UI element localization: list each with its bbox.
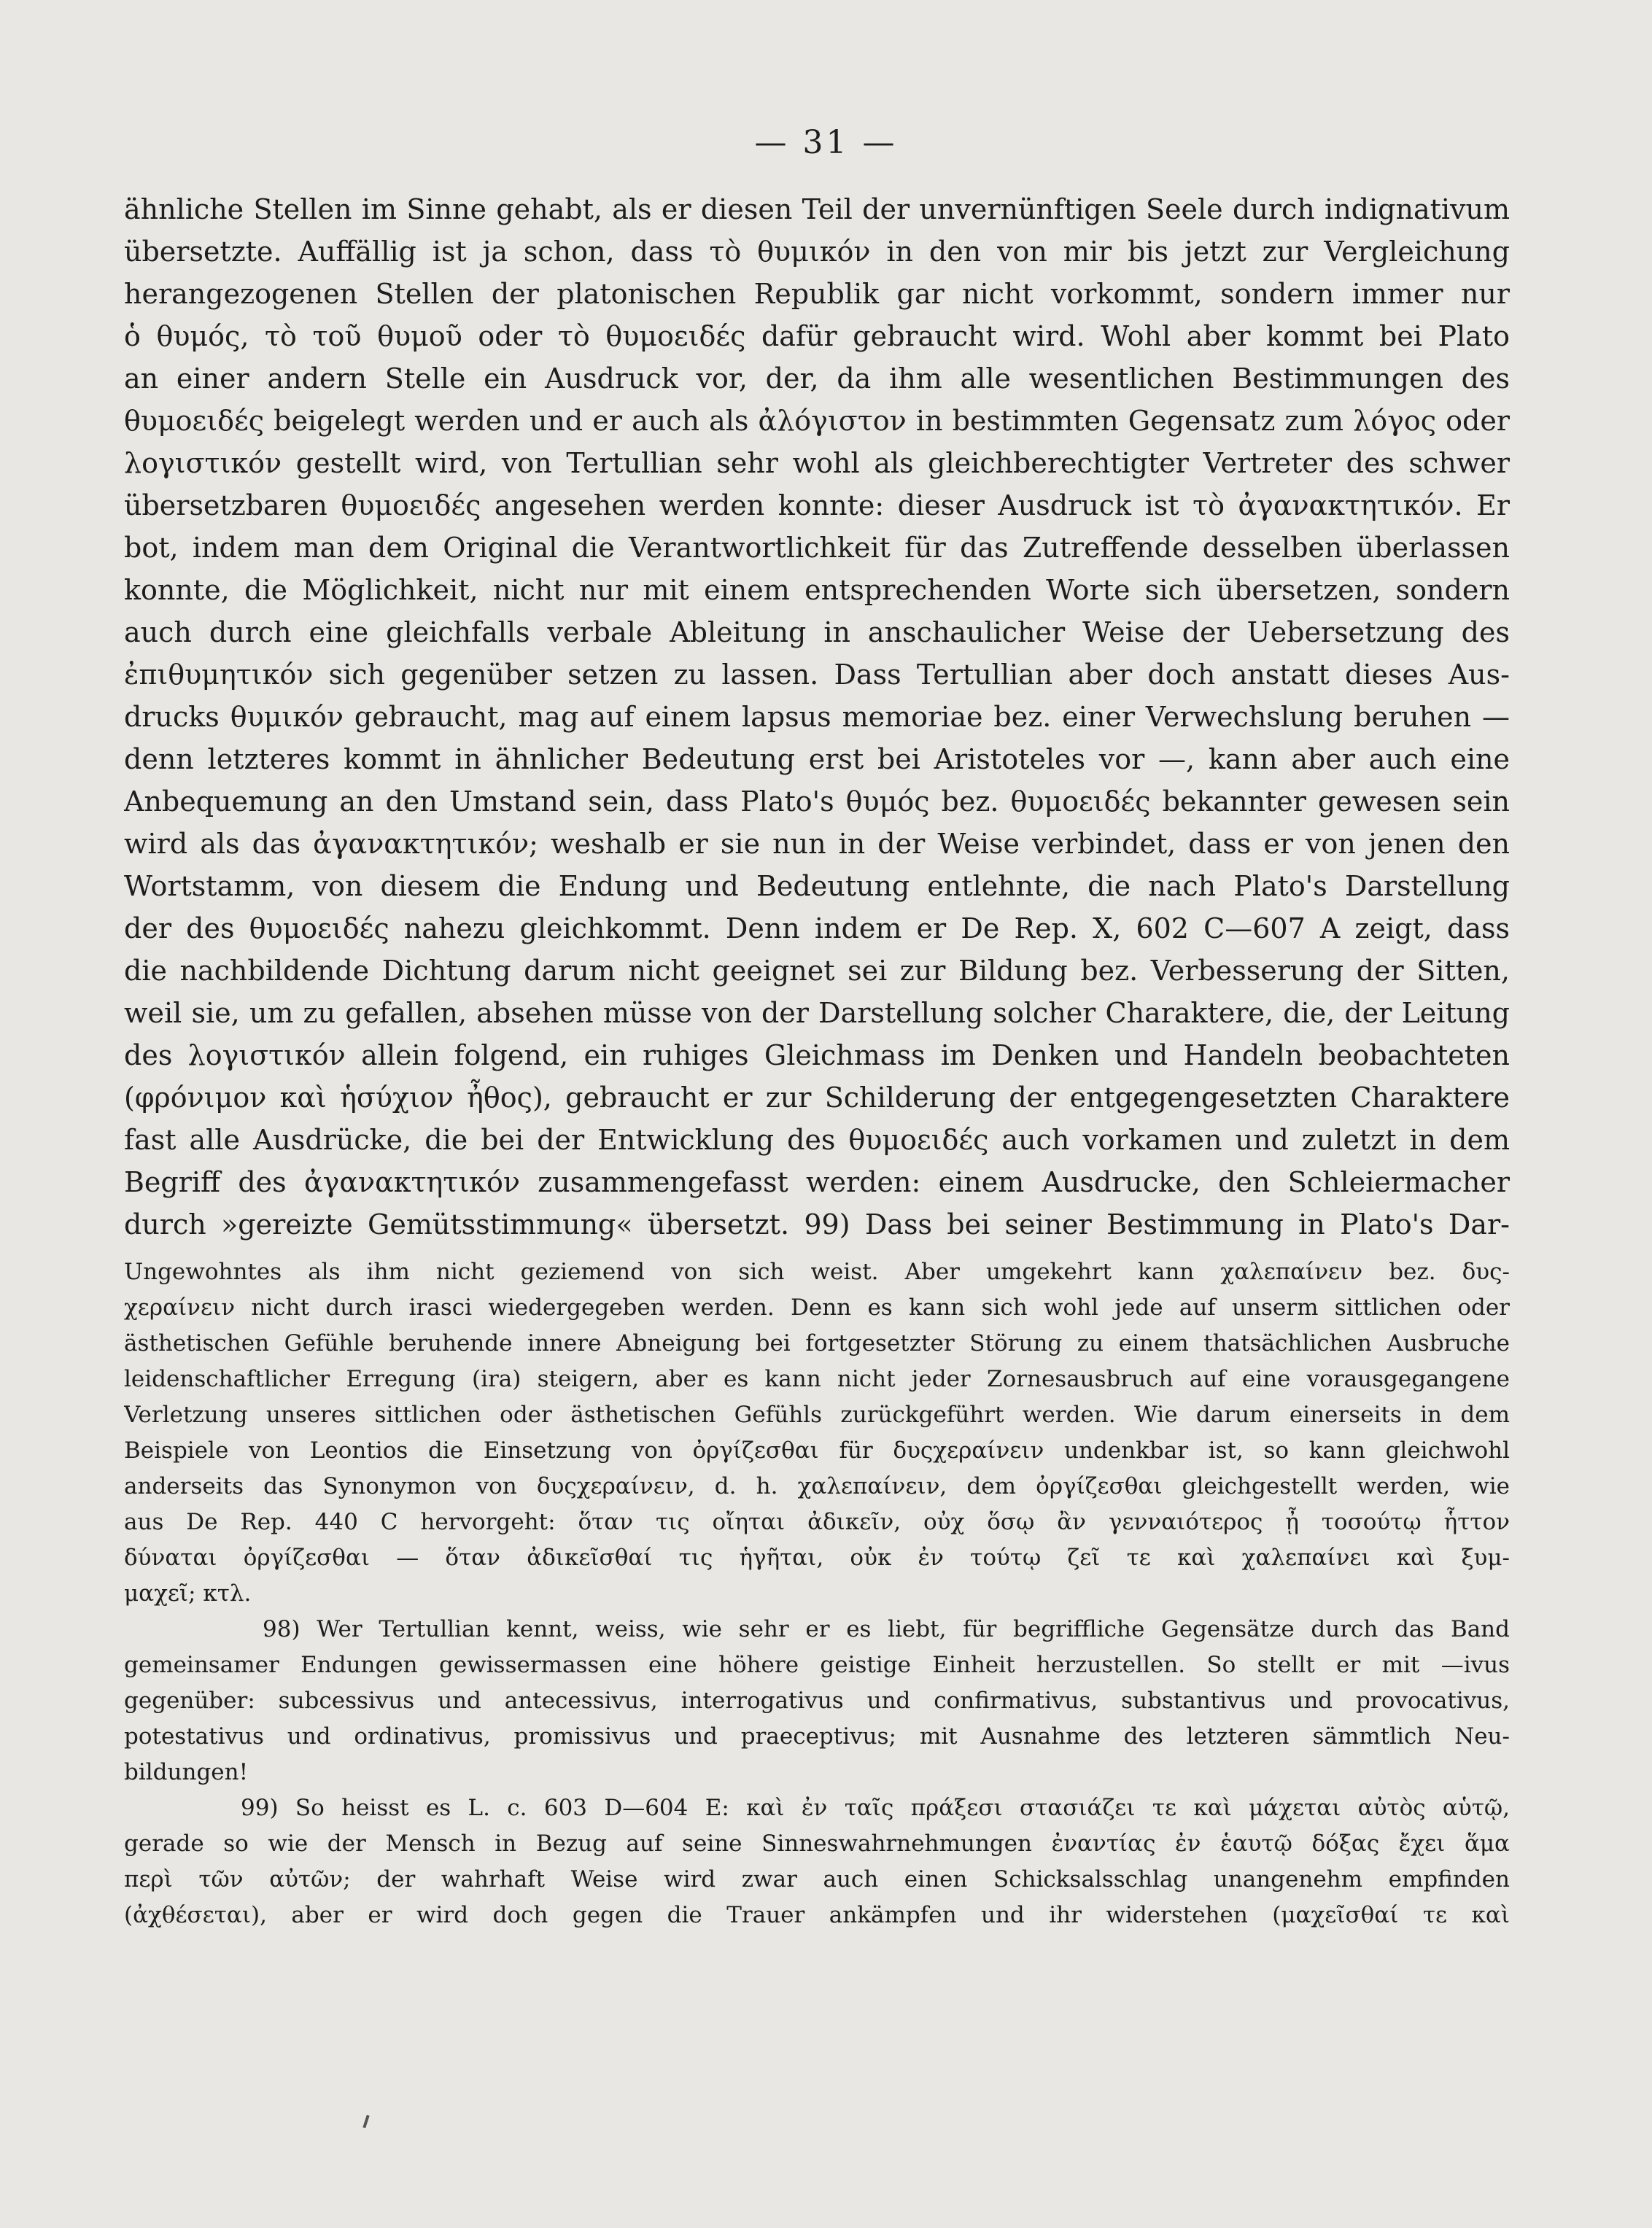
main-line: ähnliche Stellen im Sinne gehabt, als er diesen Teil der unvernünftigen Seele durch indignativum (124, 193, 1510, 225)
main-line: ὁ θυμός, τὸ τοῦ θυμοῦ oder τὸ θυμοειδές dafür gebraucht wird. Wohl aber kommt bei Plato (124, 320, 1510, 352)
main-line: Wortstamm, von diesem die Endung und Bedeutung entlehnte, die nach Plato's Darstellung (124, 870, 1510, 902)
main-line: ἐπιθυμητικόν sich gegenüber setzen zu lassen. Dass Tertullian aber doch anstatt dieses Aus- (124, 659, 1510, 691)
main-line: bot, indem man dem Original die Verantwortlichkeit für das Zutreffende desselben überlassen (124, 532, 1510, 564)
main-line: durch »gereizte Gemütsstimmung« übersetzt. 99) Dass bei seiner Bestimmung in Plato's Dar- (124, 1208, 1510, 1241)
footnote-99-line: 99) So heisst es L. c. 603 D—604 E: καὶ ἐν ταῖς πράξεσι στασιάζει τε καὶ μάχεται αὐτὸς αὑτῷ, (241, 1795, 1510, 1821)
footnote-line: leidenschaftlicher Erregung (ira) steigern, aber es kann nicht jeder Zornesausbruch auf eine vorausgegangene (124, 1366, 1510, 1392)
main-line: der des θυμοειδές nahezu gleichkommt. Denn indem er De Rep. X, 602 C—607 A zeigt, dass (124, 912, 1510, 944)
main-line: Begriff des ἀγανακτητικόν zusammengefasst werden: einem Ausdrucke, den Schleiermacher (124, 1166, 1510, 1198)
main-line: übersetzte. Auffällig ist ja schon, dass τὸ θυμικόν in den von mir bis jetzt zur Vergleichung (124, 236, 1510, 268)
main-line: Anbequemung an den Umstand sein, dass Plato's θυμός bez. θυμοειδές bekannter gewesen sein (124, 785, 1510, 818)
main-line: übersetzbaren θυμοειδές angesehen werden konnte: dieser Ausdruck ist τὸ ἀγανακτητικόν. Er (124, 489, 1510, 521)
main-text-block (124, 188, 1510, 1246)
footnote-line: (ἀχθέσεται), aber er wird doch gegen die Trauer ankämpfen und ihr widerstehen (μαχεῖσθαί τε καὶ (124, 1902, 1510, 1928)
footnote-line: Verletzung unseres sittlichen oder ästhetischen Gefühls zurückgeführt werden. Wie darum einerseits in dem (124, 1402, 1510, 1428)
footnote-line: μαχεῖ; κτλ. (124, 1580, 252, 1607)
main-line: drucks θυμικόν gebraucht, mag auf einem lapsus memoriae bez. einer Verwechslung beruhen — (124, 701, 1510, 733)
main-line: des λογιστικόν allein folgend, ein ruhiges Gleichmass im Denken und Handeln beobachteten (124, 1039, 1510, 1071)
footnote-98-line: 98) Wer Tertullian kennt, weiss, wie sehr er es liebt, für begriffliche Gegensätze durch das Band (263, 1616, 1510, 1642)
footnotes-block (124, 1254, 1510, 1933)
main-line: auch durch eine gleichfalls verbale Ableitung in anschaulicher Weise der Uebersetzung des (124, 616, 1510, 648)
main-line: wird als das ἀγανακτητικόν; weshalb er sie nun in der Weise verbindet, dass er von jenen den (124, 828, 1510, 860)
main-line: fast alle Ausdrücke, die bei der Entwicklung des θυμοειδές auch vorkamen und zuletzt in dem (124, 1124, 1510, 1156)
footnote-line: δύναται ὀργίζεσθαι — ὅταν ἀδικεῖσθαί τις ἡγῆται, οὐκ ἐν τούτῳ ζεῖ τε καὶ χαλεπαίνει καὶ ξυμ- (124, 1545, 1510, 1571)
main-line: θυμοειδές beigelegt werden und er auch als ἀλόγιστον in bestimmten Gegensatz zum λόγος oder (124, 405, 1510, 437)
main-line: (φρόνιμον καὶ ἡσύχιον ἦθος), gebraucht er zur Schilderung der entgegengesetzten Charaktere (124, 1082, 1510, 1114)
footnote-line: anderseits das Synonymon von δυςχεραίνειν, d. h. χαλεπαίνειν, dem ὀργίζεσθαι gleichgestellt werden, wie (124, 1473, 1510, 1499)
main-line: herangezogenen Stellen der platonischen Republik gar nicht vorkommt, sondern immer nur (124, 278, 1510, 310)
footnote-line: gerade so wie der Mensch in Bezug auf seine Sinneswahrnehmungen ἐναντίας ἐν ἑαυτῷ δόξας ἔχει ἅμα (124, 1831, 1510, 1857)
page-number: — 31 — (754, 124, 898, 161)
footnote-line: ästhetischen Gefühle beruhende innere Abneigung bei fortgesetzter Störung zu einem thatsächlichen Ausbruche (124, 1330, 1510, 1356)
main-line: konnte, die Möglichkeit, nicht nur mit einem entsprechenden Worte sich übersetzen, sondern (124, 574, 1510, 606)
footnote-line: χεραίνειν nicht durch irasci wiedergegeben werden. Denn es kann sich wohl jede auf unserm sittlichen oder (124, 1295, 1510, 1321)
footnote-line: Ungewohntes als ihm nicht geziemend von sich weist. Aber umgekehrt kann χαλεπαίνειν bez. δυς- (124, 1259, 1510, 1285)
footnote-line: potestativus und ordinativus, promissivus und praeceptivus; mit Ausnahme des letzteren sämmtlich Neu- (124, 1723, 1510, 1750)
footnote-line: aus De Rep. 440 C hervorgeht: ὅταν τις οἴηται ἀδικεῖν, οὐχ ὅσῳ ἂν γενναιότερος ᾖ τοσούτῳ ἧττον (124, 1509, 1510, 1535)
footnote-line: Beispiele von Leontios die Einsetzung von ὀργίζεσθαι für δυςχεραίνειν undenkbar ist, so kann gleichwohl (124, 1437, 1510, 1464)
footnote-line: bildungen! (124, 1759, 249, 1785)
main-line: denn letzteres kommt in ähnlicher Bedeutung erst bei Aristoteles vor —, kann aber auch eine (124, 743, 1510, 775)
main-line: die nachbildende Dichtung darum nicht geeignet sei zur Bildung bez. Verbesserung der Sitten, (124, 955, 1510, 987)
stray-pen-mark (362, 2115, 369, 2128)
main-line: weil sie, um zu gefallen, absehen müsse von der Darstellung solcher Charaktere, die, der Leitung (124, 997, 1510, 1029)
footnote-line: gegenüber: subcessivus und antecessivus, interrogativus und confirmativus, substantivus und provocativus, (124, 1688, 1510, 1714)
main-line: an einer andern Stelle ein Ausdruck vor, der, da ihm alle wesentlichen Bestimmungen des (124, 362, 1510, 395)
main-line: λογιστικόν gestellt wird, von Tertullian sehr wohl als gleichberechtigter Vertreter des schwer (124, 447, 1510, 479)
footnote-line: περὶ τῶν αὐτῶν; der wahrhaft Weise wird zwar auch einen Schicksalsschlag unangenehm empfinden (124, 1866, 1510, 1893)
footnote-line: gemeinsamer Endungen gewissermassen eine höhere geistige Einheit herzustellen. So stellt er mit —ivus (124, 1652, 1510, 1678)
